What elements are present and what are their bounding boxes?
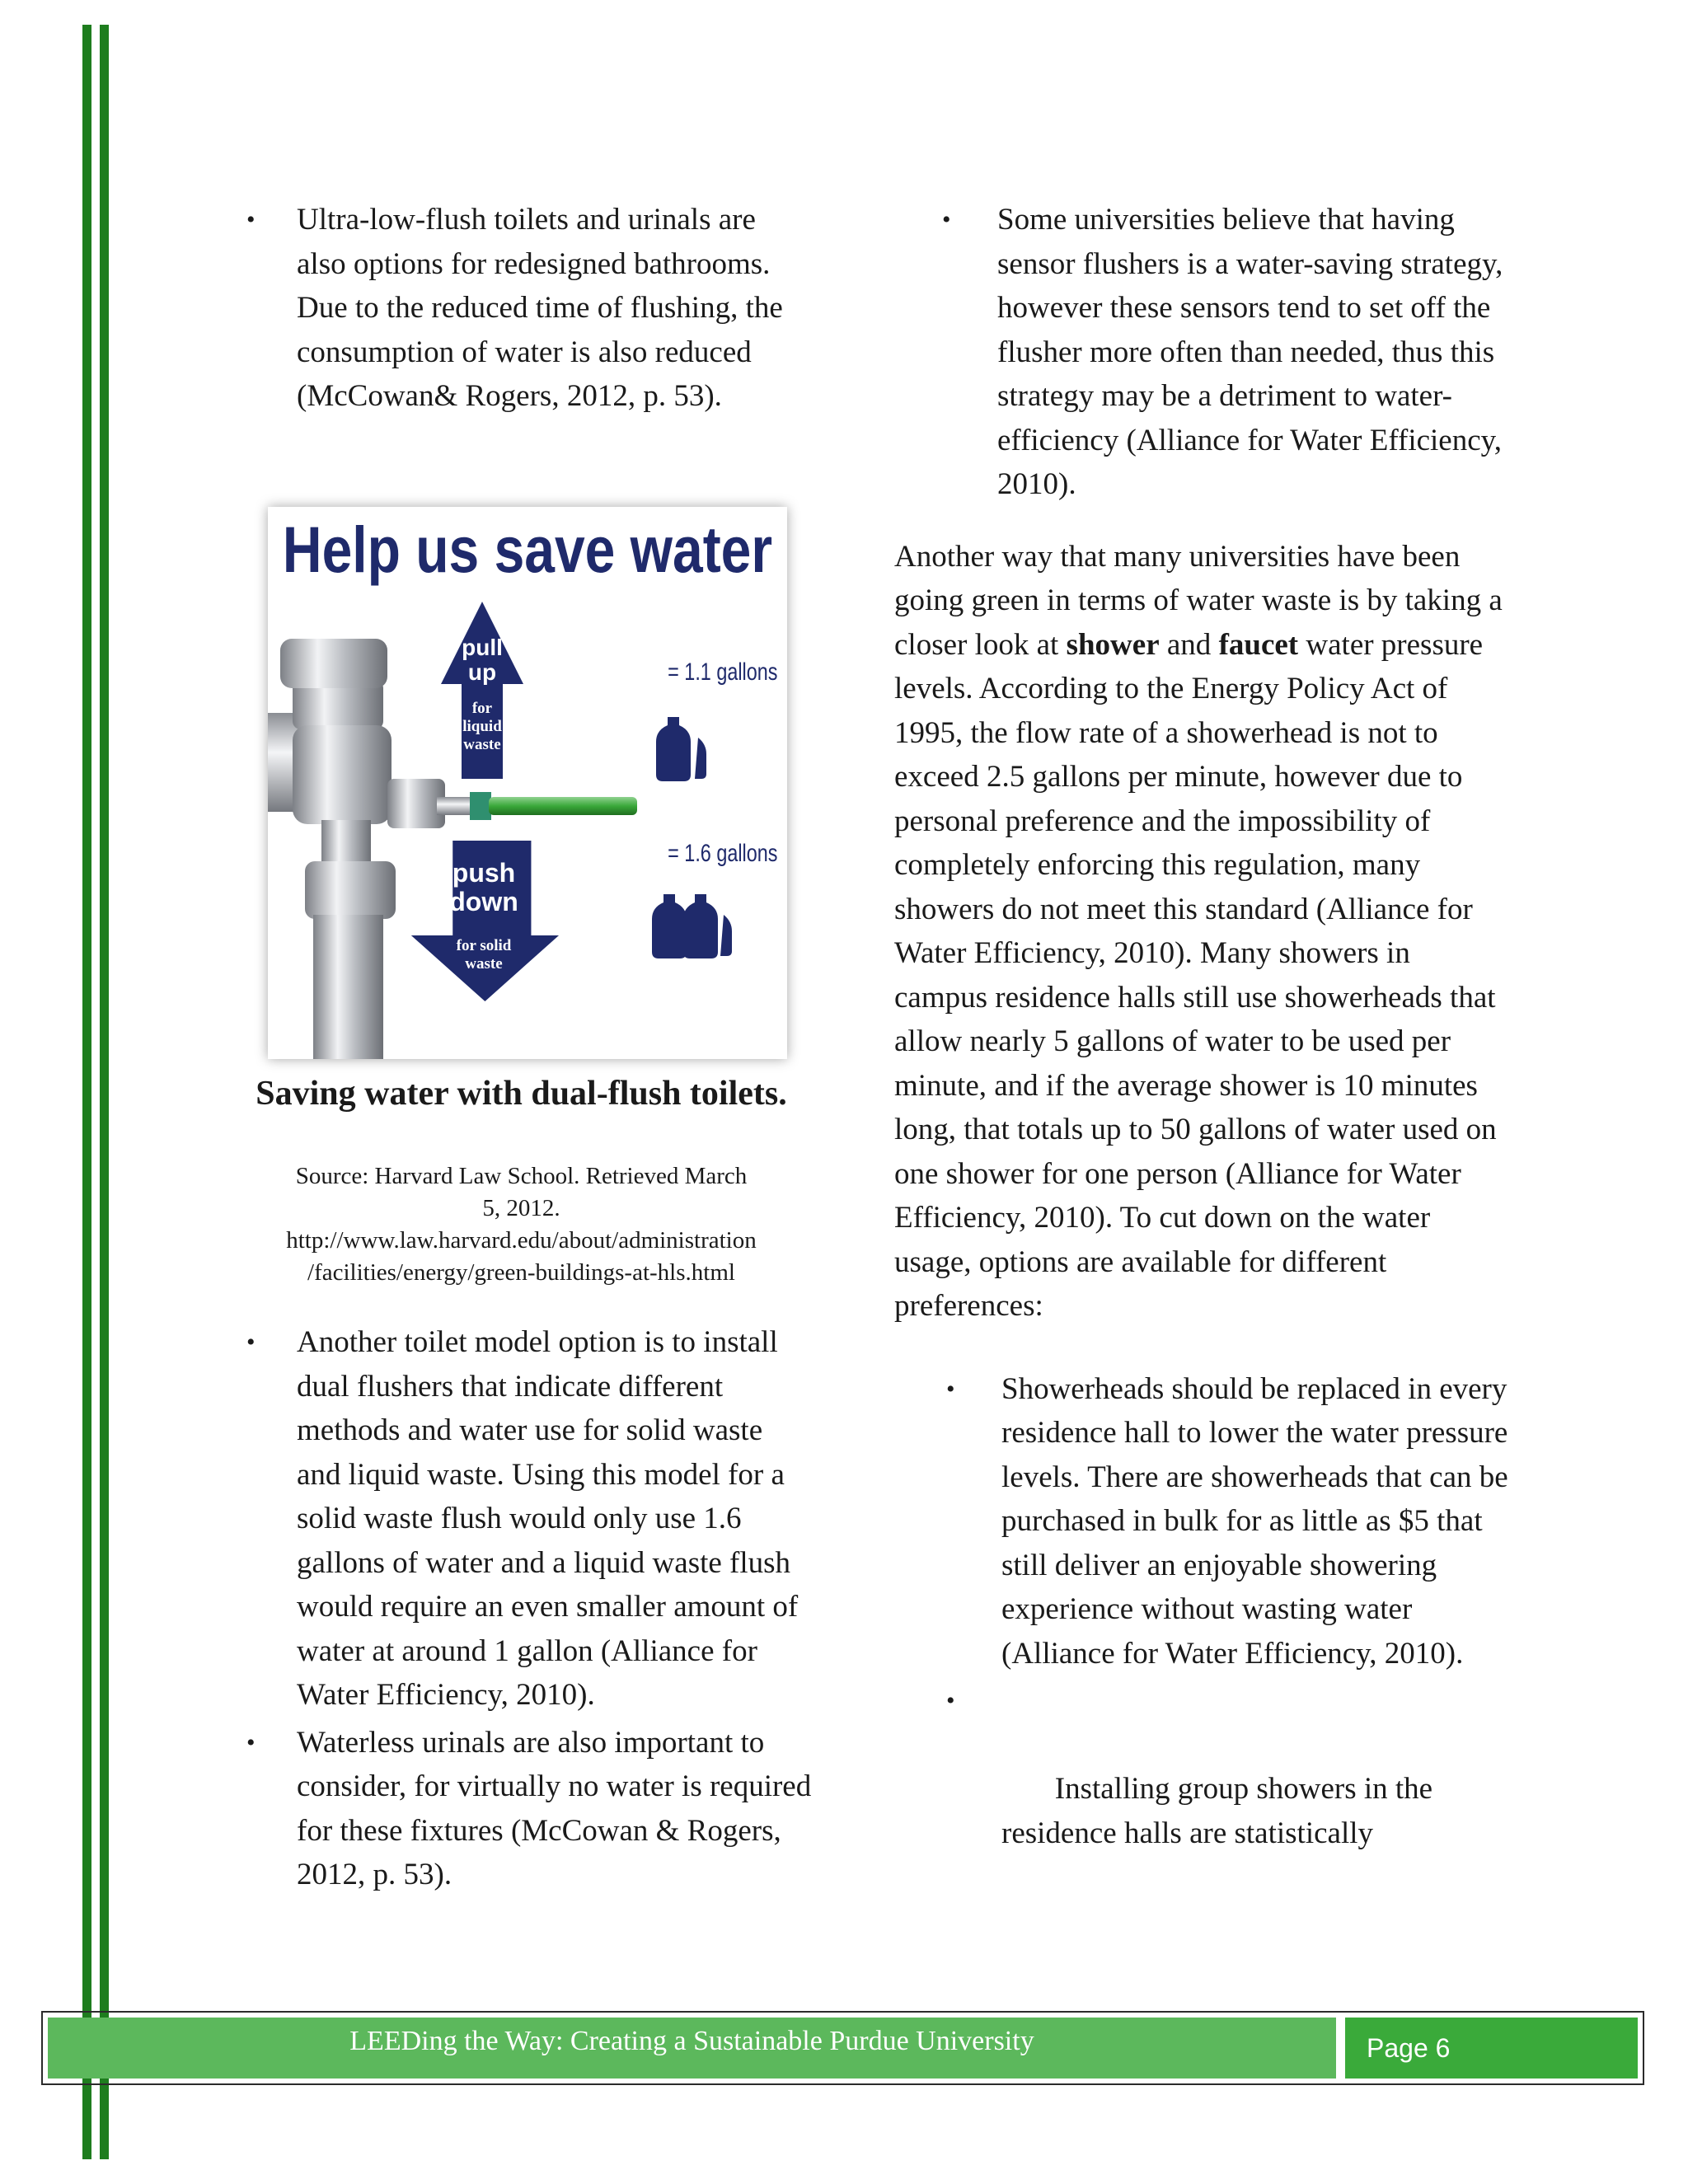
bullet-list [894,198,1508,507]
bullet-list [243,198,812,419]
bullet-list [243,1320,812,1897]
bullet-text: Some universities believe that having sensor flushers is a water-saving strategy, however these sensors tend to set off the flusher more often than needed, thus this strategy may be a detriment to water-efficiency (Alliance for Water Efficiency, 2010). [997,203,1503,501]
list-item [243,1320,812,1718]
page-number: Page 6 [1345,2018,1638,2079]
arrow-up-word: waste [463,736,501,753]
arrow-up-word: pull [462,635,503,660]
decorative-vertical-bar [82,25,91,2159]
bullet-list [894,1367,1508,1900]
bullet-text: Showerheads should be replaced in every residence hall to lower the water pressure levels. There are showerheads that can be purchased in bulk for as little as $5 that still deliver an enjoyable showering experience without wasting water (Alliance for Water Efficiency, 2010). [1001,1371,1508,1671]
list-item [243,1721,812,1897]
footer-title: LEEDing the Way: Creating a Sustainable Purdue University [48,2018,1336,2079]
bullet-icon: • [946,1687,955,1714]
source-line: Source: Harvard Law School. Retrieved March [295,1163,748,1189]
flush-valve-icon [268,639,637,1059]
bullet-icon: • [246,206,256,233]
list-item [894,1367,1508,1676]
paragraph-text: and [1159,627,1219,662]
list-item [894,198,1508,507]
water-jug-icon [652,894,732,958]
dual-flush-illustration [268,507,787,1059]
arrow-up-word: liquid [462,718,502,735]
paragraph-text: Another way that many universities have been going green in terms of water waste is by taking a closer look at [894,539,1503,662]
water-jug-icon [656,717,706,781]
list-item [894,1679,1508,1900]
left-column-bottom [243,1320,812,1897]
figure-heading: Help us save water [282,513,773,587]
bullet-text: Installing group showers in the residence halls are statistically [1001,1772,1441,1850]
arrow-down-word: push [452,858,516,888]
paragraph-text: water pressure levels. According to the Energy Policy Act of 1995, the flow rate of a showerhead is not to exceed 2.5 gallons per minute, however due to personal preference and the impossibility of completely enforcing this regulation, many showers do not meet this standard (Alliance for Water Efficiency, 2010). Many showers in campus residence halls still use showerheads that allow nearly 5 gallons of water to be used per minute, and if the average shower is 10 minutes long, that totals up to 50 gallons of water used on one shower for one person (Alliance for Water Efficiency, 2010). To cut down on the water usage, options are available for different preferences: [894,627,1497,1323]
source-url: /facilities/energy/green-buildings-at-hls.html [307,1259,735,1286]
left-column-top [243,198,812,419]
arrow-up-word: for [471,700,493,717]
bullet-icon: • [946,1375,955,1403]
arrow-down-word: down [449,887,518,916]
large-flush-label: = 1.6 gallons [668,839,778,867]
arrow-down-word: for solid [456,937,512,954]
source-url: http://www.law.harvard.edu/about/administration [286,1227,757,1254]
source-line: 5, 2012. [482,1195,560,1221]
emphasis-shower: shower [1066,627,1160,662]
arrow-down-word: waste [465,955,503,972]
bullet-icon: • [246,1329,256,1356]
small-flush-label: = 1.1 gallons [668,658,778,686]
bullet-text: Ultra-low-flush toilets and urinals are also options for redesigned bathrooms. Due to the reduced time of flushing, the consumption of water is also reduced (McCowan& Rogers, 2012, p. 53). [297,203,783,413]
decorative-vertical-bar [100,25,109,2159]
bullet-text: Waterless urinals are also important to consider, for virtually no water is required for these fixtures (McCowan & Rogers, 2012, p. 53). [297,1725,812,1891]
emphasis-faucet: faucet [1218,627,1299,662]
bullet-icon: • [942,206,951,233]
arrow-up-word: up [467,659,497,685]
right-column [894,198,1508,1900]
figure-caption-title: Saving water with dual-flush toilets. [256,1075,787,1113]
figure-caption-source [243,1160,799,1289]
body-paragraph [894,535,1508,1329]
bullet-text: Another toilet model option is to install dual flushers that indicate different methods and water use for solid waste and liquid waste. Using this model for a solid waste flush would only use 1.6 gallons of water and a liquid waste flush would require an even smaller amount of water at around 1 gallon (Alliance for Water Efficiency, 2010). [297,1325,799,1712]
list-item [243,198,812,419]
bullet-icon: • [246,1728,256,1756]
